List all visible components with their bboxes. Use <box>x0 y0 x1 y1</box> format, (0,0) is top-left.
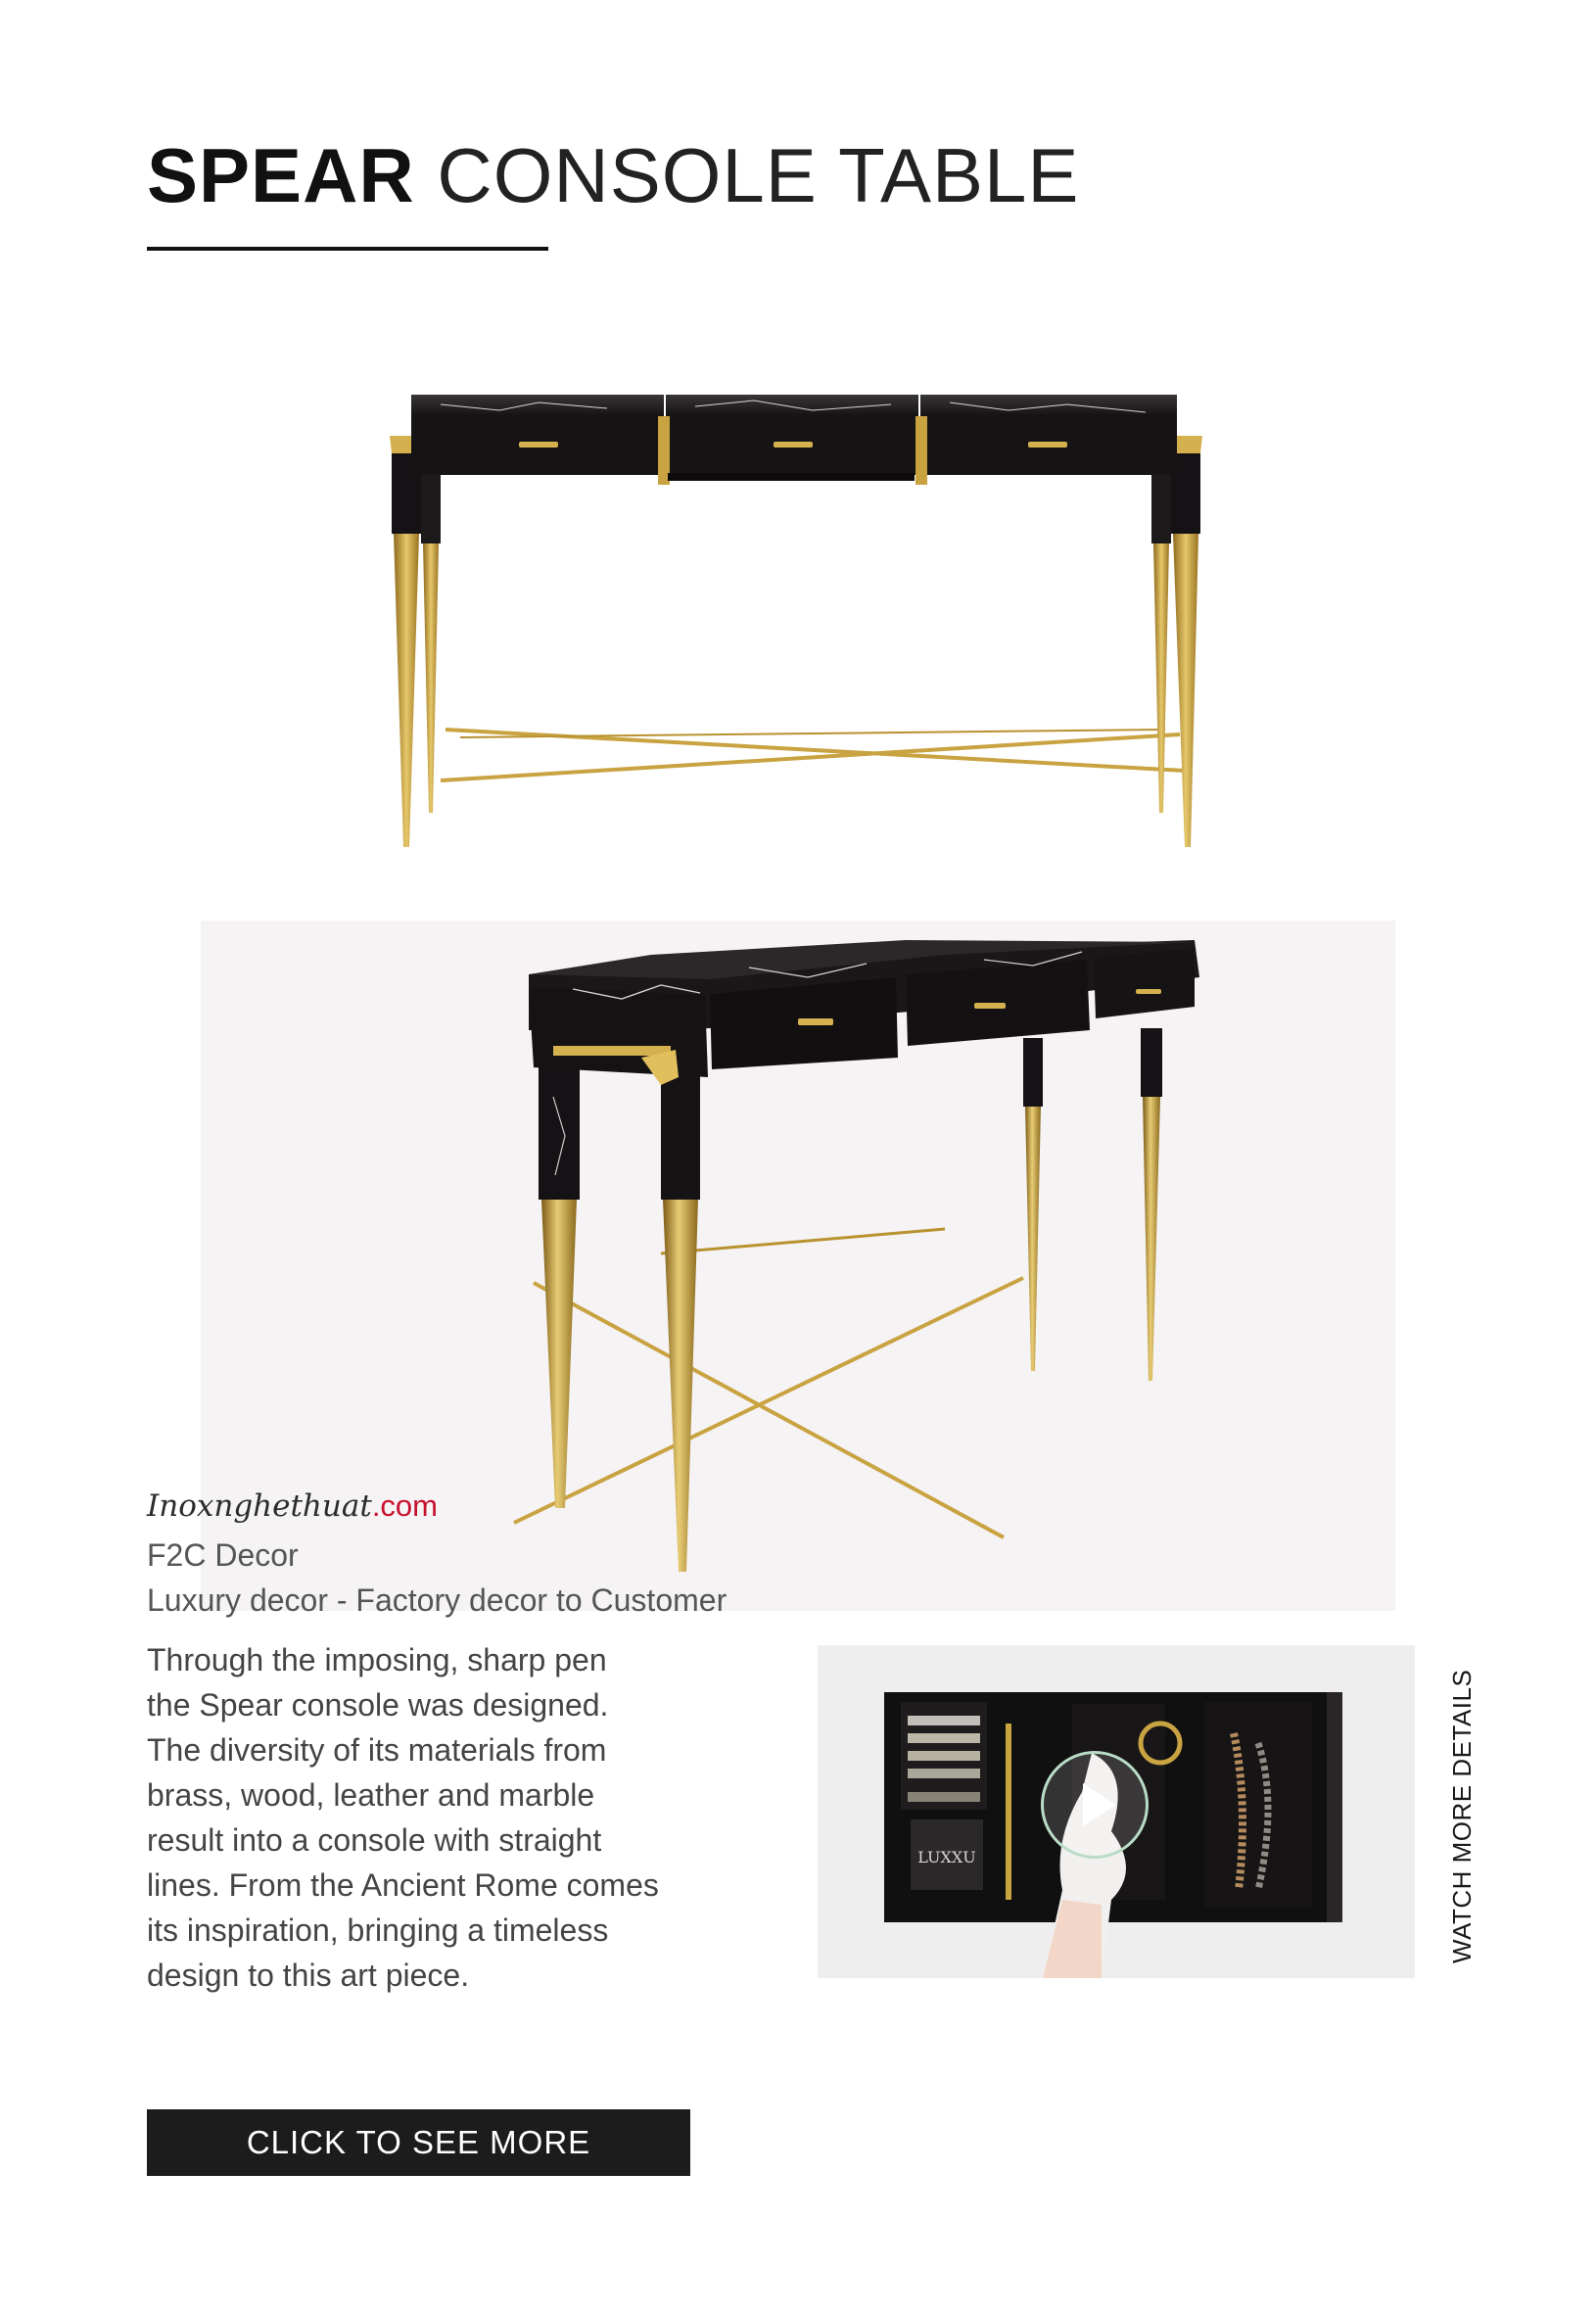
description-line: lines. From the Ancient Rome comes <box>147 1867 659 1903</box>
video-thumbnail[interactable] <box>818 1645 1415 1978</box>
description-line: its inspiration, bringing a timeless <box>147 1913 609 1948</box>
description-line: The diversity of its materials from <box>147 1732 607 1768</box>
title-bold: SPEAR <box>147 132 415 218</box>
see-more-button[interactable]: CLICK TO SEE MORE <box>147 2109 690 2176</box>
page-title <box>147 132 1080 218</box>
title-light: CONSOLE TABLE <box>437 132 1080 218</box>
watch-more-details-link[interactable]: WATCH MORE DETAILS <box>1447 1669 1477 1963</box>
description-line: design to this art piece. <box>147 1958 470 1993</box>
console-table-front-image <box>382 377 1244 886</box>
description-line: the Spear console was designed. <box>147 1687 609 1723</box>
box-brand-label: LUXXU <box>917 1848 976 1866</box>
description-line: result into a console with straight <box>147 1822 602 1858</box>
site-watermark <box>147 1488 438 1524</box>
play-button[interactable] <box>1041 1751 1149 1859</box>
brand-tagline: Luxury decor - Factory decor to Customer <box>147 1582 728 1618</box>
watermark-tld: .com <box>371 1488 438 1523</box>
brand-name: F2C Decor <box>147 1537 299 1573</box>
title-underline <box>147 247 548 251</box>
watermark-script: Inoxnghethuat <box>147 1488 372 1524</box>
product-description <box>147 1637 695 1998</box>
description-line: Through the imposing, sharp pen <box>147 1642 607 1677</box>
description-line: brass, wood, leather and marble <box>147 1777 595 1813</box>
